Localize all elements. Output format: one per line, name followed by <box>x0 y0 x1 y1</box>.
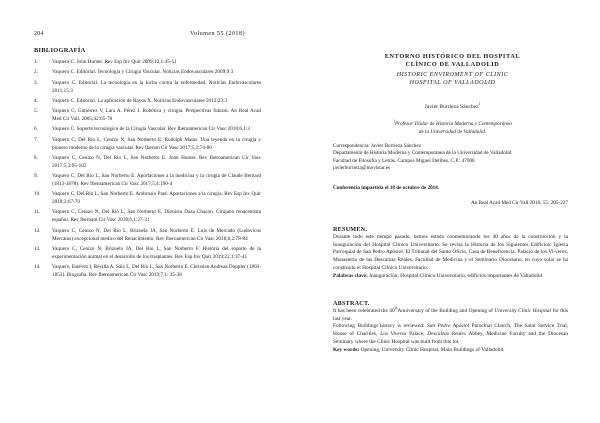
affiliation-line: Profesor Titular de Historia Moderna y Contemporánea <box>394 121 512 127</box>
abstract-italic-text: University Clinic Hospital <box>494 308 552 314</box>
reference-number: 1. <box>34 59 38 65</box>
author-footnote-mark: 1 <box>478 102 481 107</box>
reference-text: Vaquero C, Del Río L, San Norberto E. Ambrosio Paré. Aportaciones a la cirugía. Rev Esp Inv Quir 2018;2:67-70 <box>52 191 261 206</box>
reference-number: 13. <box>34 245 41 252</box>
reference-text: Vaquero C, Del Río L, Cenizo N, San Norberto E. Rudolph Matas. Una leyenda en la cirugía y pionero moderno de la cirugía vascular. Rev Iberam Cir Vasc 2017;5,2:74-80 <box>52 136 261 151</box>
ordinal-suffix: th <box>394 306 398 311</box>
reference-item <box>34 155 261 171</box>
page-number: 204 <box>34 31 44 37</box>
abstract-text: Abbey, Medicine Faculty and the Diocesan Seminary where the Clinic Hospital was built from this lot. <box>333 331 569 345</box>
resumen-keywords <box>333 273 568 281</box>
keywords-label: Key words: <box>333 346 360 353</box>
reference-number: 4. <box>34 97 38 104</box>
reference-text: Vaquero C. Soporte tecnológico de la Cirugía Vascular. Rev Iberoamerican Cir Vasc 2018;6,1:3 <box>52 126 250 133</box>
resumen-heading: RESUMEN. <box>333 226 368 233</box>
abstract-italic-text: Descalzas Reales <box>427 331 466 338</box>
reference-number: 3. <box>34 79 38 86</box>
reference-text: Vaquero C. John Hunter. Rev Esp Inv Quir 2009;12,1:45-51 <box>52 59 177 65</box>
reference-number: 6. <box>34 126 38 133</box>
journal-citation: An Real Acad Med Cir Vall 2018; 55: 205-227 <box>470 200 568 206</box>
reference-text: Vaquero, Estévez I, Revilla A, Sáiz L, Del Río L, San Norberto E. Christian Andreas Doppler (1803-1853). Biografía. Rev Iberoamerican Cir Vasc 2019;7,1: 35-38 <box>52 264 261 278</box>
title-en-line: HISTORIC ENVIROMENT OF CLINIC <box>396 72 509 78</box>
reference-item <box>34 69 261 77</box>
reference-item <box>34 126 261 134</box>
abstract-text: Following Buildings´history is reviewed: <box>333 323 428 330</box>
abstract-text: Palace, <box>406 331 428 338</box>
resumen-text: Durante todo este tiempo pasado, hemos estado conmemorando los 40 años de la construcción y la Inauguración del Hospital Clínico Universitario. Se revisa la Historia de los Siguientes Edificios: Iglesia Parroquial de San Pedro Apóstol, El Tribunal del Santo Oficio, Casa de Beneficencia, Palacio de los Vi-veros, Monasterio de las Descalzas Reales, Facultad de Medicina y el Seminario Diocesano, en cuyo solar se ha construido el Hospital Clínico Universitario. <box>333 234 568 271</box>
reference-number: 10. <box>34 191 41 198</box>
author-name <box>340 104 565 110</box>
abstract-paragraph <box>333 308 568 323</box>
reference-number: 14. <box>34 264 41 271</box>
correspondence-block <box>333 143 568 173</box>
resumen-body <box>333 234 568 280</box>
reference-item <box>34 108 261 124</box>
abstract-text: Parochial Church, The Saint Service Trial, House of Charities, <box>333 323 569 338</box>
title-en-line: HOSPITAL OF VALLADOLID <box>409 80 496 87</box>
abstract-italic-text: San Pedro Apóstol <box>427 323 470 330</box>
abstract-italic-text: Los Viveros <box>380 331 407 338</box>
reference-number: 9. <box>34 173 38 179</box>
reference-text: Vaquero C, Cenizo N, Del Río L, San Norberto E. Dionisio Daza Chacón. Cirujano renacentista español. Rev Iberoam Cir Vasc 2018;6,1:27-31 <box>52 209 261 224</box>
reference-text: Vaquero C, Del Río L, San Norberto E. Aportaciones a la medicina y la cirugía de Claude Bernard (1813-1878). Rev Iberoamerican Cir Vasc 2017;5,4:190-4 <box>52 173 261 187</box>
abstract-text: It has been celebrated the 40 <box>333 308 395 314</box>
abstract-body <box>333 308 568 354</box>
abstract-text: Anniversary of the Building and Opening of <box>397 308 495 314</box>
reference-number: 2. <box>34 69 38 76</box>
reference-text: Vaquero C, Cenizo N, Del Río L, San Norberto E. John Hunter. Rev Iberoamerican Cir Vasc 2017;5,3:95-102 <box>52 154 261 169</box>
reference-number: 11. <box>34 209 41 216</box>
reference-item <box>34 209 261 225</box>
correspondence-line: Facultad de Filosofía y Letras. Campus Miguel Delibes. C.P.: 47008 <box>333 157 475 164</box>
abstract-paragraph <box>333 323 568 346</box>
reference-text: Vaquero C. Editorial. Tecnología y Cirugía Vascular. Noticias Endovasculares 2009;9:3 <box>52 69 234 76</box>
author-text: Javier Burrieza Sánchez <box>424 104 479 110</box>
affiliation-footnote-mark: 1 <box>393 119 395 124</box>
reference-text: Vaquero C. Editorial. La tecnología en la lucha contra la enfermedad. Noticias Endovasculares 2011;15:3 <box>52 79 261 94</box>
abstract-heading: ABSTRACT. <box>333 300 370 307</box>
conference-note: Conferencia impartida el 18 de octubre de 2018. <box>333 185 440 191</box>
reference-text: Vaquero C, Cenizo N, Del Río L, Brizuela JA, San Norberto E. Luis de Mercado (Ludovicus Mercatus) excepcional médico del Renacimiento. Rev Iberoamerican Cir Vasc 2018;6,2:78-84 <box>52 227 261 242</box>
reference-item <box>34 80 261 96</box>
bibliography-heading: BIBLIOGRAFÍA <box>34 47 86 54</box>
article-title-english <box>340 71 565 87</box>
abstract-text: for this last year. <box>333 308 568 322</box>
reference-item <box>34 137 261 153</box>
reference-number: 8. <box>34 154 38 161</box>
article-title-spanish <box>340 53 565 69</box>
correspondence-line: Departamento de Historia Moderna y Contemporánea de la Universidad de Valladolid. <box>333 150 513 157</box>
reference-number: 7. <box>34 136 38 143</box>
reference-item <box>34 246 261 262</box>
abstract-keywords <box>333 347 568 355</box>
keywords-text: Opening, University Clinic Hospital, Main Buildings of Valladolid. <box>359 346 505 353</box>
reference-item <box>34 173 261 189</box>
reference-item <box>34 264 261 280</box>
reference-item <box>34 98 261 106</box>
keywords-label: Palabras clave: <box>333 272 368 279</box>
reference-list <box>34 59 261 282</box>
reference-text: Vaquero C, Cenizo N, Brizuela JA, Del Río L, San Norberto F. Historia del soporte de la experimentación animal en el desarrollo de los trasplantes. Rev Esp Inv Quir 2019;22,1:37-41 <box>52 245 261 260</box>
author-affiliation <box>340 121 565 136</box>
title-es-line: CLÍNICO DE VALLADOLID <box>405 61 500 69</box>
reference-text: Vaquero C, Gutiérrez V, Lara A. Pérez J. Robótica y cirugía. Perspectivas futuras. An Real Acad Med Cir Vall. 2005;42:65-78 <box>52 108 261 122</box>
affiliation-line: de la Universidad de Valladolid. <box>418 128 487 135</box>
reference-item <box>34 191 261 207</box>
reference-item <box>34 59 261 67</box>
journal-running-head: Volumen 55 (2018) <box>190 31 246 37</box>
correspondence-line: Correspondencia: Javier Burrieza Sánchez <box>333 143 422 149</box>
reference-item <box>34 228 261 244</box>
reference-number: 12. <box>34 227 41 234</box>
reference-text: Vaquero C. Editorial. La aplicación de Rayos X. Noticias Endovasculares 2013;23:3 <box>52 97 228 104</box>
title-es-line: ENTORNO HISTÓRICO DEL HOSPITAL <box>384 53 521 60</box>
correspondence-email: javierburrieza@movistar.es <box>333 165 391 172</box>
keywords-text: Inauguración, Hospital Clínico Universitario, edificios importantes de Valladolid. <box>367 272 544 279</box>
reference-number: 5. <box>34 108 38 115</box>
